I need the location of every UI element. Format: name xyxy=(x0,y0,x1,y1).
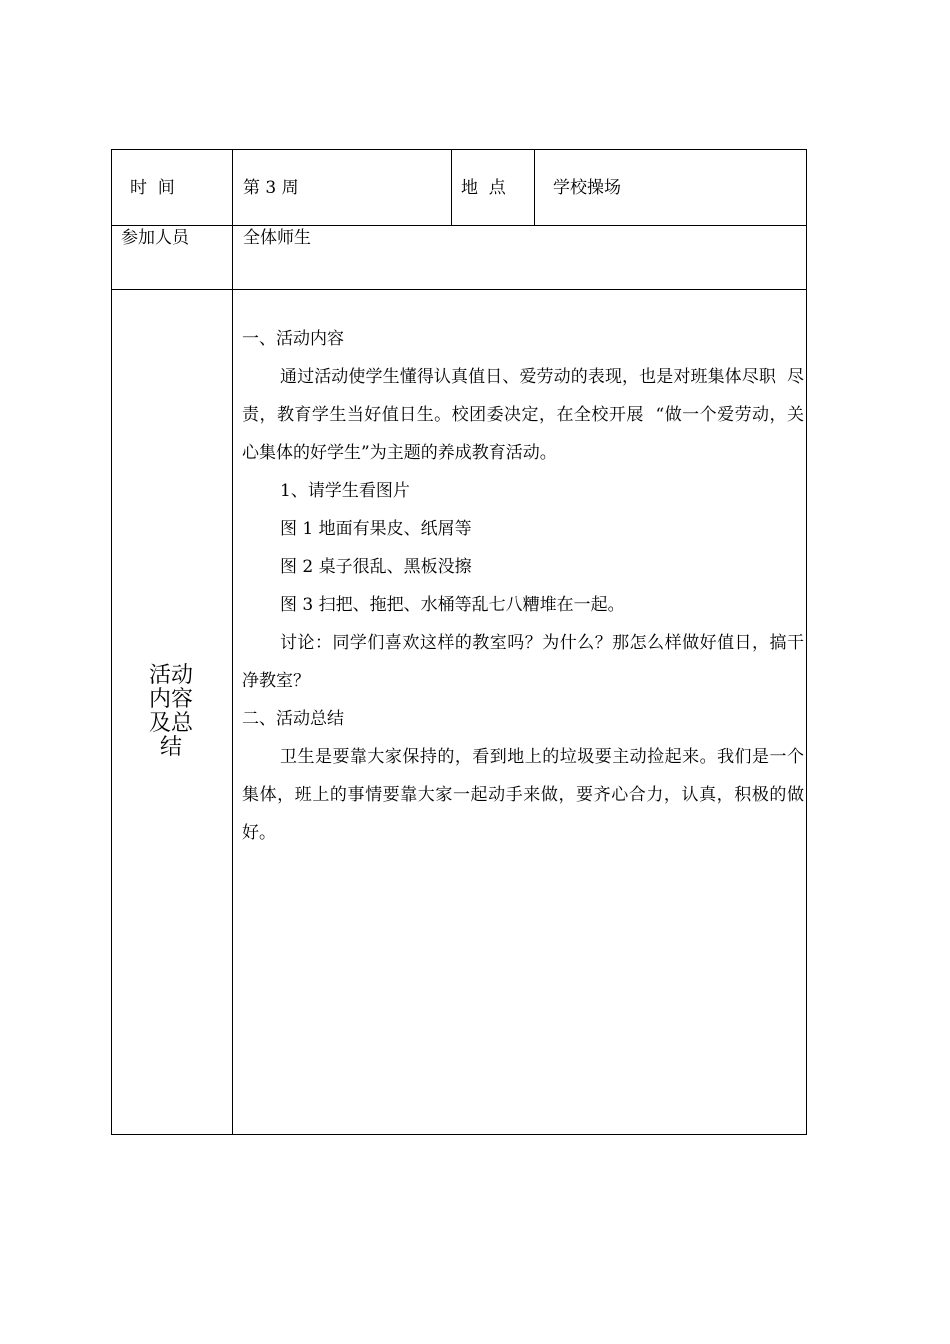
paragraph-discussion: 讨论：同学们喜欢这样的教室吗？为什么？那怎么样做好值日，搞干净教室？ xyxy=(242,633,804,691)
column-divider-place-label-left xyxy=(451,149,452,226)
participants-value: 全体师生 xyxy=(243,228,311,248)
section-label-line-2: 内容 xyxy=(148,687,193,712)
section-label-line-3: 及总 xyxy=(148,711,193,736)
place-label: 地 点 xyxy=(461,178,506,198)
column-divider-label xyxy=(232,149,233,1135)
section-label xyxy=(111,664,231,760)
paragraph-intro: 通过活动使学生懂得认真值日、爱劳动的表现，也是对班集体尽职 尽责，教育学生当好值日生。校团委决定，在全校开展 “做一个爱劳动，关心集体的好学生”为主题的养成教育活动。 xyxy=(242,367,804,463)
list-item: 图 2 桌子很乱、黑板没擦 xyxy=(280,557,472,577)
time-label: 时 间 xyxy=(130,178,175,198)
list-item: 图 1 地面有果皮、纸屑等 xyxy=(280,519,472,539)
column-divider-place-label-right xyxy=(534,149,535,226)
section-label-line-4: 结 xyxy=(159,735,182,760)
place-value: 学校操场 xyxy=(553,178,621,198)
list-item: 1、请学生看图片 xyxy=(280,481,410,501)
row-divider-1 xyxy=(111,225,807,226)
participants-label: 参加人员 xyxy=(121,228,189,248)
time-value: 第 3 周 xyxy=(243,178,299,198)
activity-content xyxy=(242,320,804,852)
section-label-line-1: 活动 xyxy=(148,663,193,688)
heading-activity-summary: 二、活动总结 xyxy=(242,709,344,729)
list-item: 图 3 扫把、拖把、水桶等乱七八糟堆在一起。 xyxy=(280,595,625,615)
paragraph-summary: 卫生是要靠大家保持的，看到地上的垃圾要主动捡起来。我们是一个集体，班上的事情要靠大家一起动手来做，要齐心合力，认真，积极的做好。 xyxy=(242,747,804,843)
heading-activity-content: 一、活动内容 xyxy=(242,329,344,349)
row-divider-2 xyxy=(111,289,807,290)
